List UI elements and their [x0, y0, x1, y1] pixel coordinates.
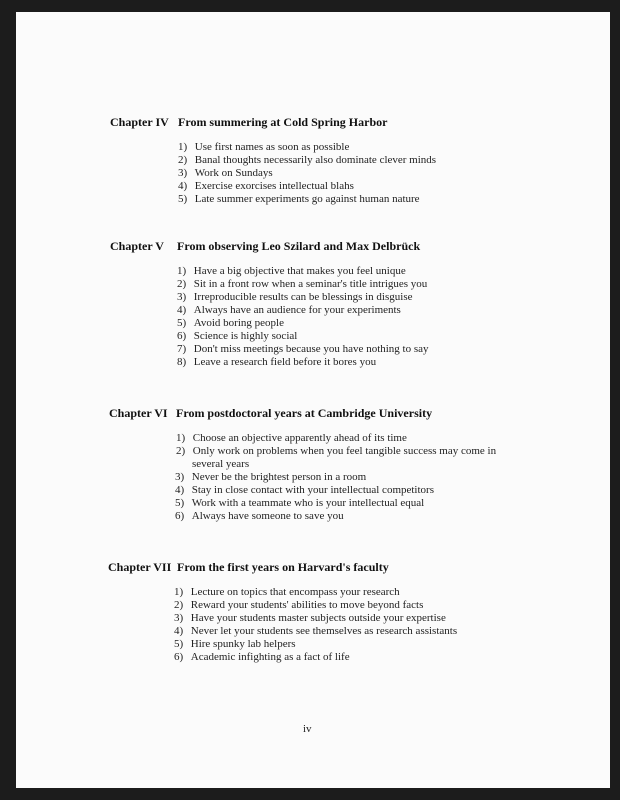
item-text: Exercise exorcises intellectual blahs	[194, 180, 354, 192]
item-number: 4)	[177, 304, 187, 316]
item-text: several years	[192, 458, 250, 470]
item-text: Stay in close contact with your intellectual competitors	[191, 484, 434, 496]
item-number: 5)	[177, 317, 187, 329]
item-number: 1)	[174, 586, 184, 598]
item-number: 5)	[174, 638, 184, 650]
document-page	[16, 12, 610, 788]
list-item	[177, 317, 284, 330]
item-number: 1)	[177, 265, 187, 277]
item-text: Never be the brightest person in a room	[191, 471, 367, 483]
item-number: 4)	[174, 625, 184, 637]
list-item	[178, 193, 420, 206]
list-item	[175, 471, 366, 484]
list-item	[178, 154, 436, 167]
list-item	[176, 445, 496, 458]
item-text: Have your students master subjects outside your expertise	[190, 612, 446, 624]
item-text: Banal thoughts necessarily also dominate clever minds	[194, 154, 437, 166]
list-item	[177, 304, 401, 317]
item-number: 2)	[176, 445, 186, 457]
chapter-title: From summering at Cold Spring Harbor	[178, 115, 388, 129]
item-number: 6)	[177, 330, 187, 342]
list-item	[178, 167, 273, 180]
list-item	[178, 180, 354, 193]
item-text: Irreproducible results can be blessings in disguise	[193, 291, 413, 303]
list-item-continuation	[192, 458, 249, 471]
item-number: 5)	[175, 497, 185, 509]
page-number: iv	[303, 723, 312, 735]
item-text: Work on Sundays	[194, 167, 273, 179]
item-text: Late summer experiments go against human nature	[194, 193, 420, 205]
list-item	[177, 291, 412, 304]
list-item	[178, 141, 349, 154]
list-item	[176, 432, 407, 445]
list-item	[177, 278, 427, 291]
list-item	[174, 651, 350, 664]
list-item	[175, 497, 424, 510]
chapter-label: Chapter VII	[108, 560, 172, 574]
item-number: 8)	[177, 356, 187, 368]
item-number: 6)	[174, 651, 184, 663]
item-number: 6)	[175, 510, 185, 522]
list-item	[174, 638, 296, 651]
item-text: Always have an audience for your experiments	[193, 304, 401, 316]
item-text: Never let your students see themselves as research assistants	[190, 625, 458, 637]
item-text: Use first names as soon as possible	[194, 141, 350, 153]
list-item	[177, 265, 406, 278]
item-number: 2)	[174, 599, 184, 611]
chapter-label: Chapter IV	[110, 115, 169, 129]
item-number: 2)	[178, 154, 188, 166]
list-item	[174, 586, 400, 599]
item-text: Hire spunky lab helpers	[190, 638, 296, 650]
list-item	[174, 625, 457, 638]
chapter-label: Chapter V	[110, 239, 164, 253]
item-number: 3)	[174, 612, 184, 624]
item-text: Reward your students' abilities to move beyond facts	[190, 599, 424, 611]
item-number: 5)	[178, 193, 188, 205]
item-text: Lecture on topics that encompass your research	[190, 586, 400, 598]
item-number: 4)	[175, 484, 185, 496]
item-text: Sit in a front row when a seminar's title intrigues you	[193, 278, 428, 290]
item-number: 1)	[176, 432, 186, 444]
list-item	[174, 599, 423, 612]
chapter-title: From the first years on Harvard's faculty	[177, 560, 389, 574]
item-number: 7)	[177, 343, 187, 355]
item-number: 2)	[177, 278, 187, 290]
chapter-title: From postdoctoral years at Cambridge University	[176, 406, 433, 420]
item-text: Don't miss meetings because you have nothing to say	[193, 343, 429, 355]
list-item	[177, 343, 429, 356]
item-text: Always have someone to save you	[191, 510, 344, 522]
item-number: 3)	[178, 167, 188, 179]
item-number: 3)	[175, 471, 185, 483]
item-text: Avoid boring people	[193, 317, 284, 329]
item-text: Choose an objective apparently ahead of its time	[192, 432, 407, 444]
list-item	[177, 356, 376, 369]
chapter-title: From observing Leo Szilard and Max Delbrück	[177, 239, 421, 253]
list-item	[174, 612, 446, 625]
item-text: Academic infighting as a fact of life	[190, 651, 350, 663]
chapter-label: Chapter VI	[109, 406, 168, 420]
item-text: Leave a research field before it bores you	[193, 356, 377, 368]
item-number: 4)	[178, 180, 188, 192]
list-item	[177, 330, 297, 343]
list-item	[175, 510, 344, 523]
item-text: Have a big objective that makes you feel unique	[193, 265, 406, 277]
item-number: 1)	[178, 141, 188, 153]
list-item	[175, 484, 434, 497]
item-text: Work with a teammate who is your intellectual equal	[191, 497, 425, 509]
item-number: 3)	[177, 291, 187, 303]
item-text: Science is highly social	[193, 330, 298, 342]
item-text: Only work on problems when you feel tangible success may come in	[192, 445, 497, 457]
